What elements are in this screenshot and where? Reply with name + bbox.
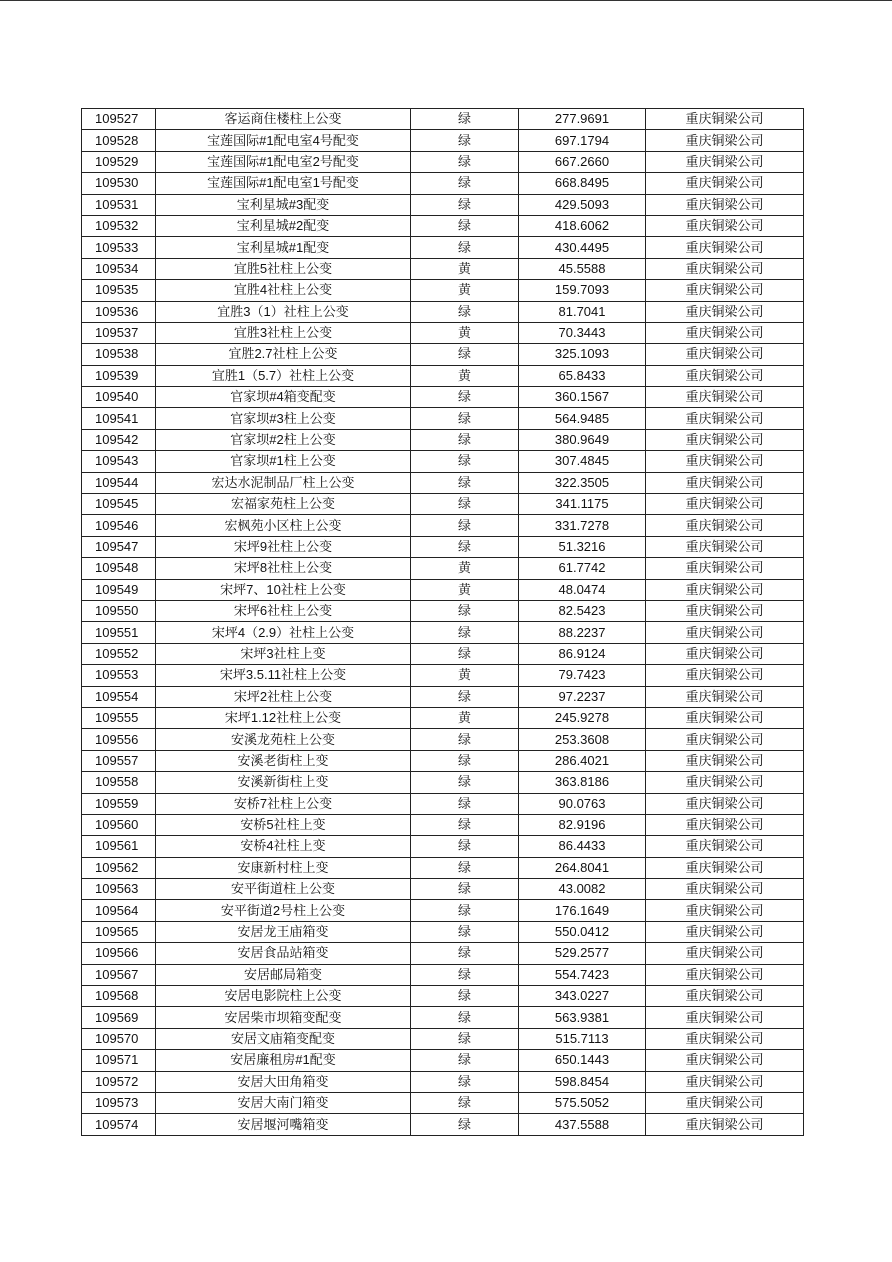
transformer-name-cell: 安平街道柱上公变 — [156, 879, 411, 900]
transformer-name-cell: 宝莲国际#1配电室2号配变 — [156, 151, 411, 172]
table-row — [82, 344, 804, 365]
transformer-name-cell: 宏达水泥制品厂柱上公变 — [156, 472, 411, 493]
row-id-cell: 109564 — [82, 900, 156, 921]
status-level-cell: 绿 — [411, 622, 519, 643]
status-level-cell: 绿 — [411, 536, 519, 557]
row-id-cell: 109573 — [82, 1092, 156, 1113]
row-id-cell: 109556 — [82, 729, 156, 750]
status-level-cell: 绿 — [411, 1007, 519, 1028]
value-cell: 286.4021 — [519, 750, 646, 771]
status-level-cell: 绿 — [411, 750, 519, 771]
status-level-cell: 绿 — [411, 921, 519, 942]
company-cell: 重庆铜梁公司 — [646, 707, 804, 728]
status-level-cell: 绿 — [411, 494, 519, 515]
company-cell: 重庆铜梁公司 — [646, 729, 804, 750]
row-id-cell: 109567 — [82, 964, 156, 985]
table-row — [82, 857, 804, 878]
table-row — [82, 729, 804, 750]
table-row — [82, 280, 804, 301]
value-cell: 668.8495 — [519, 173, 646, 194]
row-id-cell: 109561 — [82, 836, 156, 857]
value-cell: 325.1093 — [519, 344, 646, 365]
table-row — [82, 986, 804, 1007]
status-level-cell: 绿 — [411, 1028, 519, 1049]
table-row — [82, 814, 804, 835]
company-cell: 重庆铜梁公司 — [646, 1050, 804, 1071]
value-cell: 61.7742 — [519, 558, 646, 579]
status-level-cell: 绿 — [411, 600, 519, 621]
value-cell: 43.0082 — [519, 879, 646, 900]
company-cell: 重庆铜梁公司 — [646, 1007, 804, 1028]
status-level-cell: 绿 — [411, 130, 519, 151]
value-cell: 563.9381 — [519, 1007, 646, 1028]
company-cell: 重庆铜梁公司 — [646, 1114, 804, 1135]
value-cell: 86.4433 — [519, 836, 646, 857]
value-cell: 430.4495 — [519, 237, 646, 258]
table-row — [82, 258, 804, 279]
table-row — [82, 772, 804, 793]
status-level-cell: 绿 — [411, 879, 519, 900]
value-cell: 88.2237 — [519, 622, 646, 643]
table-row — [82, 879, 804, 900]
transformer-name-cell: 宜胜5社柱上公变 — [156, 258, 411, 279]
status-level-cell: 绿 — [411, 1071, 519, 1092]
value-cell: 515.7113 — [519, 1028, 646, 1049]
company-cell: 重庆铜梁公司 — [646, 322, 804, 343]
table-row — [82, 1092, 804, 1113]
status-level-cell: 绿 — [411, 1092, 519, 1113]
transformer-name-cell: 安居大田角箱变 — [156, 1071, 411, 1092]
transformer-name-cell: 宝利星城#3配变 — [156, 194, 411, 215]
row-id-cell: 109537 — [82, 322, 156, 343]
value-cell: 363.8186 — [519, 772, 646, 793]
value-cell: 245.9278 — [519, 707, 646, 728]
company-cell: 重庆铜梁公司 — [646, 986, 804, 1007]
value-cell: 90.0763 — [519, 793, 646, 814]
status-level-cell: 绿 — [411, 857, 519, 878]
status-level-cell: 绿 — [411, 643, 519, 664]
row-id-cell: 109545 — [82, 494, 156, 515]
status-level-cell: 绿 — [411, 964, 519, 985]
company-cell: 重庆铜梁公司 — [646, 943, 804, 964]
table-row — [82, 1050, 804, 1071]
transformer-name-cell: 安居文庙箱变配变 — [156, 1028, 411, 1049]
status-level-cell: 绿 — [411, 429, 519, 450]
value-cell: 86.9124 — [519, 643, 646, 664]
row-id-cell: 109536 — [82, 301, 156, 322]
table-row — [82, 408, 804, 429]
row-id-cell: 109531 — [82, 194, 156, 215]
row-id-cell: 109532 — [82, 215, 156, 236]
row-id-cell: 109558 — [82, 772, 156, 793]
value-cell: 575.5052 — [519, 1092, 646, 1113]
transformer-name-cell: 宋坪6社柱上公变 — [156, 600, 411, 621]
status-level-cell: 黄 — [411, 558, 519, 579]
company-cell: 重庆铜梁公司 — [646, 130, 804, 151]
company-cell: 重庆铜梁公司 — [646, 1028, 804, 1049]
transformer-name-cell: 安居堰河嘴箱变 — [156, 1114, 411, 1135]
status-level-cell: 绿 — [411, 301, 519, 322]
value-cell: 437.5588 — [519, 1114, 646, 1135]
transformer-name-cell: 宋坪3社柱上变 — [156, 643, 411, 664]
transformer-name-cell: 安桥7社柱上公变 — [156, 793, 411, 814]
table-row — [82, 451, 804, 472]
transformer-name-cell: 安桥4社柱上变 — [156, 836, 411, 857]
company-cell: 重庆铜梁公司 — [646, 109, 804, 130]
company-cell: 重庆铜梁公司 — [646, 622, 804, 643]
transformer-name-cell: 官家坝#2柱上公变 — [156, 429, 411, 450]
value-cell: 307.4845 — [519, 451, 646, 472]
row-id-cell: 109538 — [82, 344, 156, 365]
value-cell: 45.5588 — [519, 258, 646, 279]
company-cell: 重庆铜梁公司 — [646, 194, 804, 215]
status-level-cell: 绿 — [411, 237, 519, 258]
status-level-cell: 绿 — [411, 943, 519, 964]
row-id-cell: 109550 — [82, 600, 156, 621]
company-cell: 重庆铜梁公司 — [646, 429, 804, 450]
table-row — [82, 686, 804, 707]
company-cell: 重庆铜梁公司 — [646, 515, 804, 536]
value-cell: 554.7423 — [519, 964, 646, 985]
company-cell: 重庆铜梁公司 — [646, 344, 804, 365]
transformer-name-cell: 安居电影院柱上公变 — [156, 986, 411, 1007]
table-row — [82, 429, 804, 450]
transformer-name-cell: 宏枫苑小区柱上公变 — [156, 515, 411, 536]
page-top-rule — [0, 0, 892, 1]
company-cell: 重庆铜梁公司 — [646, 237, 804, 258]
table-row — [82, 322, 804, 343]
transformer-name-cell: 宋坪3.5.11社柱上公变 — [156, 665, 411, 686]
status-level-cell: 绿 — [411, 1050, 519, 1071]
transformer-name-cell: 宝莲国际#1配电室4号配变 — [156, 130, 411, 151]
table-row — [82, 793, 804, 814]
company-cell: 重庆铜梁公司 — [646, 793, 804, 814]
table-row — [82, 215, 804, 236]
table-row — [82, 750, 804, 771]
status-level-cell: 绿 — [411, 793, 519, 814]
transformer-name-cell: 安桥5社柱上变 — [156, 814, 411, 835]
status-level-cell: 黄 — [411, 707, 519, 728]
status-level-cell: 绿 — [411, 729, 519, 750]
row-id-cell: 109543 — [82, 451, 156, 472]
transformer-name-cell: 宝利星城#1配变 — [156, 237, 411, 258]
value-cell: 48.0474 — [519, 579, 646, 600]
table-row — [82, 472, 804, 493]
row-id-cell: 109542 — [82, 429, 156, 450]
table-row — [82, 1114, 804, 1135]
row-id-cell: 109571 — [82, 1050, 156, 1071]
table-row — [82, 622, 804, 643]
company-cell: 重庆铜梁公司 — [646, 280, 804, 301]
transformer-name-cell: 宋坪4（2.9）社柱上公变 — [156, 622, 411, 643]
status-level-cell: 黄 — [411, 258, 519, 279]
company-cell: 重庆铜梁公司 — [646, 643, 804, 664]
transformer-name-cell: 宜胜1（5.7）社柱上公变 — [156, 365, 411, 386]
table-row — [82, 921, 804, 942]
value-cell: 82.9196 — [519, 814, 646, 835]
row-id-cell: 109534 — [82, 258, 156, 279]
row-id-cell: 109535 — [82, 280, 156, 301]
status-level-cell: 绿 — [411, 344, 519, 365]
row-id-cell: 109528 — [82, 130, 156, 151]
company-cell: 重庆铜梁公司 — [646, 536, 804, 557]
value-cell: 343.0227 — [519, 986, 646, 1007]
status-level-cell: 绿 — [411, 836, 519, 857]
status-level-cell: 黄 — [411, 280, 519, 301]
transformer-name-cell: 宋坪9社柱上公变 — [156, 536, 411, 557]
status-level-cell: 绿 — [411, 151, 519, 172]
company-cell: 重庆铜梁公司 — [646, 1092, 804, 1113]
company-cell: 重庆铜梁公司 — [646, 215, 804, 236]
transformer-name-cell: 宋坪8社柱上公变 — [156, 558, 411, 579]
company-cell: 重庆铜梁公司 — [646, 836, 804, 857]
company-cell: 重庆铜梁公司 — [646, 472, 804, 493]
company-cell: 重庆铜梁公司 — [646, 814, 804, 835]
transformer-name-cell: 宋坪1.12社柱上公变 — [156, 707, 411, 728]
table-body — [82, 109, 804, 1136]
table-row — [82, 836, 804, 857]
status-level-cell: 绿 — [411, 109, 519, 130]
table-row — [82, 301, 804, 322]
row-id-cell: 109530 — [82, 173, 156, 194]
transformer-name-cell: 安溪龙苑柱上公变 — [156, 729, 411, 750]
table-row — [82, 707, 804, 728]
row-id-cell: 109574 — [82, 1114, 156, 1135]
table-row — [82, 643, 804, 664]
status-level-cell: 绿 — [411, 387, 519, 408]
transformer-name-cell: 官家坝#1柱上公变 — [156, 451, 411, 472]
row-id-cell: 109554 — [82, 686, 156, 707]
transformer-name-cell: 宝莲国际#1配电室1号配变 — [156, 173, 411, 194]
company-cell: 重庆铜梁公司 — [646, 301, 804, 322]
table-row — [82, 494, 804, 515]
transformer-name-cell: 官家坝#4箱变配变 — [156, 387, 411, 408]
table-row — [82, 536, 804, 557]
status-level-cell: 绿 — [411, 451, 519, 472]
company-cell: 重庆铜梁公司 — [646, 451, 804, 472]
transformer-name-cell: 安居食品站箱变 — [156, 943, 411, 964]
value-cell: 564.9485 — [519, 408, 646, 429]
status-level-cell: 绿 — [411, 986, 519, 1007]
table-row — [82, 387, 804, 408]
company-cell: 重庆铜梁公司 — [646, 772, 804, 793]
transformer-name-cell: 安溪新街柱上变 — [156, 772, 411, 793]
value-cell: 253.3608 — [519, 729, 646, 750]
value-cell: 176.1649 — [519, 900, 646, 921]
row-id-cell: 109566 — [82, 943, 156, 964]
table-row — [82, 365, 804, 386]
table-row — [82, 900, 804, 921]
status-level-cell: 绿 — [411, 900, 519, 921]
row-id-cell: 109548 — [82, 558, 156, 579]
table-row — [82, 943, 804, 964]
transformer-name-cell: 宋坪2社柱上公变 — [156, 686, 411, 707]
transformer-name-cell: 安居大南门箱变 — [156, 1092, 411, 1113]
value-cell: 70.3443 — [519, 322, 646, 343]
transformer-name-cell: 客运商住楼柱上公变 — [156, 109, 411, 130]
table-row — [82, 558, 804, 579]
transformer-name-cell: 宜胜4社柱上公变 — [156, 280, 411, 301]
company-cell: 重庆铜梁公司 — [646, 579, 804, 600]
transformer-name-cell: 安溪老街柱上变 — [156, 750, 411, 771]
table-row — [82, 109, 804, 130]
company-cell: 重庆铜梁公司 — [646, 558, 804, 579]
company-cell: 重庆铜梁公司 — [646, 665, 804, 686]
status-level-cell: 绿 — [411, 686, 519, 707]
transformer-name-cell: 宏福家苑柱上公变 — [156, 494, 411, 515]
status-level-cell: 绿 — [411, 472, 519, 493]
row-id-cell: 109559 — [82, 793, 156, 814]
transformer-name-cell: 宝利星城#2配变 — [156, 215, 411, 236]
value-cell: 159.7093 — [519, 280, 646, 301]
status-level-cell: 绿 — [411, 772, 519, 793]
row-id-cell: 109569 — [82, 1007, 156, 1028]
table-row — [82, 237, 804, 258]
company-cell: 重庆铜梁公司 — [646, 173, 804, 194]
row-id-cell: 109539 — [82, 365, 156, 386]
table-row — [82, 579, 804, 600]
table-row — [82, 964, 804, 985]
value-cell: 429.5093 — [519, 194, 646, 215]
value-cell: 97.2237 — [519, 686, 646, 707]
status-level-cell: 绿 — [411, 173, 519, 194]
value-cell: 341.1175 — [519, 494, 646, 515]
company-cell: 重庆铜梁公司 — [646, 600, 804, 621]
status-level-cell: 绿 — [411, 515, 519, 536]
value-cell: 529.2577 — [519, 943, 646, 964]
value-cell: 51.3216 — [519, 536, 646, 557]
value-cell: 277.9691 — [519, 109, 646, 130]
company-cell: 重庆铜梁公司 — [646, 408, 804, 429]
company-cell: 重庆铜梁公司 — [646, 964, 804, 985]
row-id-cell: 109549 — [82, 579, 156, 600]
value-cell: 82.5423 — [519, 600, 646, 621]
transformer-table — [81, 108, 804, 1136]
company-cell: 重庆铜梁公司 — [646, 686, 804, 707]
status-level-cell: 绿 — [411, 408, 519, 429]
row-id-cell: 109562 — [82, 857, 156, 878]
value-cell: 418.6062 — [519, 215, 646, 236]
value-cell: 598.8454 — [519, 1071, 646, 1092]
transformer-name-cell: 官家坝#3柱上公变 — [156, 408, 411, 429]
row-id-cell: 109552 — [82, 643, 156, 664]
company-cell: 重庆铜梁公司 — [646, 750, 804, 771]
row-id-cell: 109560 — [82, 814, 156, 835]
company-cell: 重庆铜梁公司 — [646, 879, 804, 900]
company-cell: 重庆铜梁公司 — [646, 151, 804, 172]
table-row — [82, 600, 804, 621]
table-row — [82, 1028, 804, 1049]
row-id-cell: 109533 — [82, 237, 156, 258]
row-id-cell: 109557 — [82, 750, 156, 771]
value-cell: 550.0412 — [519, 921, 646, 942]
row-id-cell: 109527 — [82, 109, 156, 130]
company-cell: 重庆铜梁公司 — [646, 365, 804, 386]
company-cell: 重庆铜梁公司 — [646, 494, 804, 515]
transformer-name-cell: 安居龙王庙箱变 — [156, 921, 411, 942]
table-row — [82, 151, 804, 172]
row-id-cell: 109570 — [82, 1028, 156, 1049]
status-level-cell: 绿 — [411, 814, 519, 835]
company-cell: 重庆铜梁公司 — [646, 857, 804, 878]
row-id-cell: 109544 — [82, 472, 156, 493]
transformer-name-cell: 宜胜2.7社柱上公变 — [156, 344, 411, 365]
transformer-name-cell: 宜胜3社柱上公变 — [156, 322, 411, 343]
status-level-cell: 黄 — [411, 665, 519, 686]
row-id-cell: 109547 — [82, 536, 156, 557]
row-id-cell: 109546 — [82, 515, 156, 536]
transformer-name-cell: 安居邮局箱变 — [156, 964, 411, 985]
status-level-cell: 绿 — [411, 194, 519, 215]
status-level-cell: 绿 — [411, 215, 519, 236]
company-cell: 重庆铜梁公司 — [646, 1071, 804, 1092]
table-row — [82, 1007, 804, 1028]
table-row — [82, 173, 804, 194]
row-id-cell: 109541 — [82, 408, 156, 429]
transformer-name-cell: 宜胜3（1）社柱上公变 — [156, 301, 411, 322]
row-id-cell: 109565 — [82, 921, 156, 942]
row-id-cell: 109551 — [82, 622, 156, 643]
company-cell: 重庆铜梁公司 — [646, 387, 804, 408]
table-row — [82, 1071, 804, 1092]
transformer-name-cell: 宋坪7、10社柱上公变 — [156, 579, 411, 600]
value-cell: 79.7423 — [519, 665, 646, 686]
company-cell: 重庆铜梁公司 — [646, 921, 804, 942]
value-cell: 667.2660 — [519, 151, 646, 172]
value-cell: 380.9649 — [519, 429, 646, 450]
row-id-cell: 109563 — [82, 879, 156, 900]
company-cell: 重庆铜梁公司 — [646, 258, 804, 279]
row-id-cell: 109568 — [82, 986, 156, 1007]
transformer-name-cell: 安居柴市坝箱变配变 — [156, 1007, 411, 1028]
value-cell: 360.1567 — [519, 387, 646, 408]
value-cell: 650.1443 — [519, 1050, 646, 1071]
value-cell: 65.8433 — [519, 365, 646, 386]
value-cell: 264.8041 — [519, 857, 646, 878]
row-id-cell: 109540 — [82, 387, 156, 408]
status-level-cell: 黄 — [411, 579, 519, 600]
status-level-cell: 绿 — [411, 1114, 519, 1135]
row-id-cell: 109553 — [82, 665, 156, 686]
row-id-cell: 109555 — [82, 707, 156, 728]
value-cell: 81.7041 — [519, 301, 646, 322]
transformer-name-cell: 安康新村柱上变 — [156, 857, 411, 878]
table-row — [82, 194, 804, 215]
transformer-name-cell: 安居廉租房#1配变 — [156, 1050, 411, 1071]
table-row — [82, 130, 804, 151]
value-cell: 322.3505 — [519, 472, 646, 493]
transformer-name-cell: 安平街道2号柱上公变 — [156, 900, 411, 921]
status-level-cell: 黄 — [411, 365, 519, 386]
table-row — [82, 665, 804, 686]
row-id-cell: 109572 — [82, 1071, 156, 1092]
value-cell: 331.7278 — [519, 515, 646, 536]
row-id-cell: 109529 — [82, 151, 156, 172]
value-cell: 697.1794 — [519, 130, 646, 151]
status-level-cell: 黄 — [411, 322, 519, 343]
company-cell: 重庆铜梁公司 — [646, 900, 804, 921]
table-row — [82, 515, 804, 536]
